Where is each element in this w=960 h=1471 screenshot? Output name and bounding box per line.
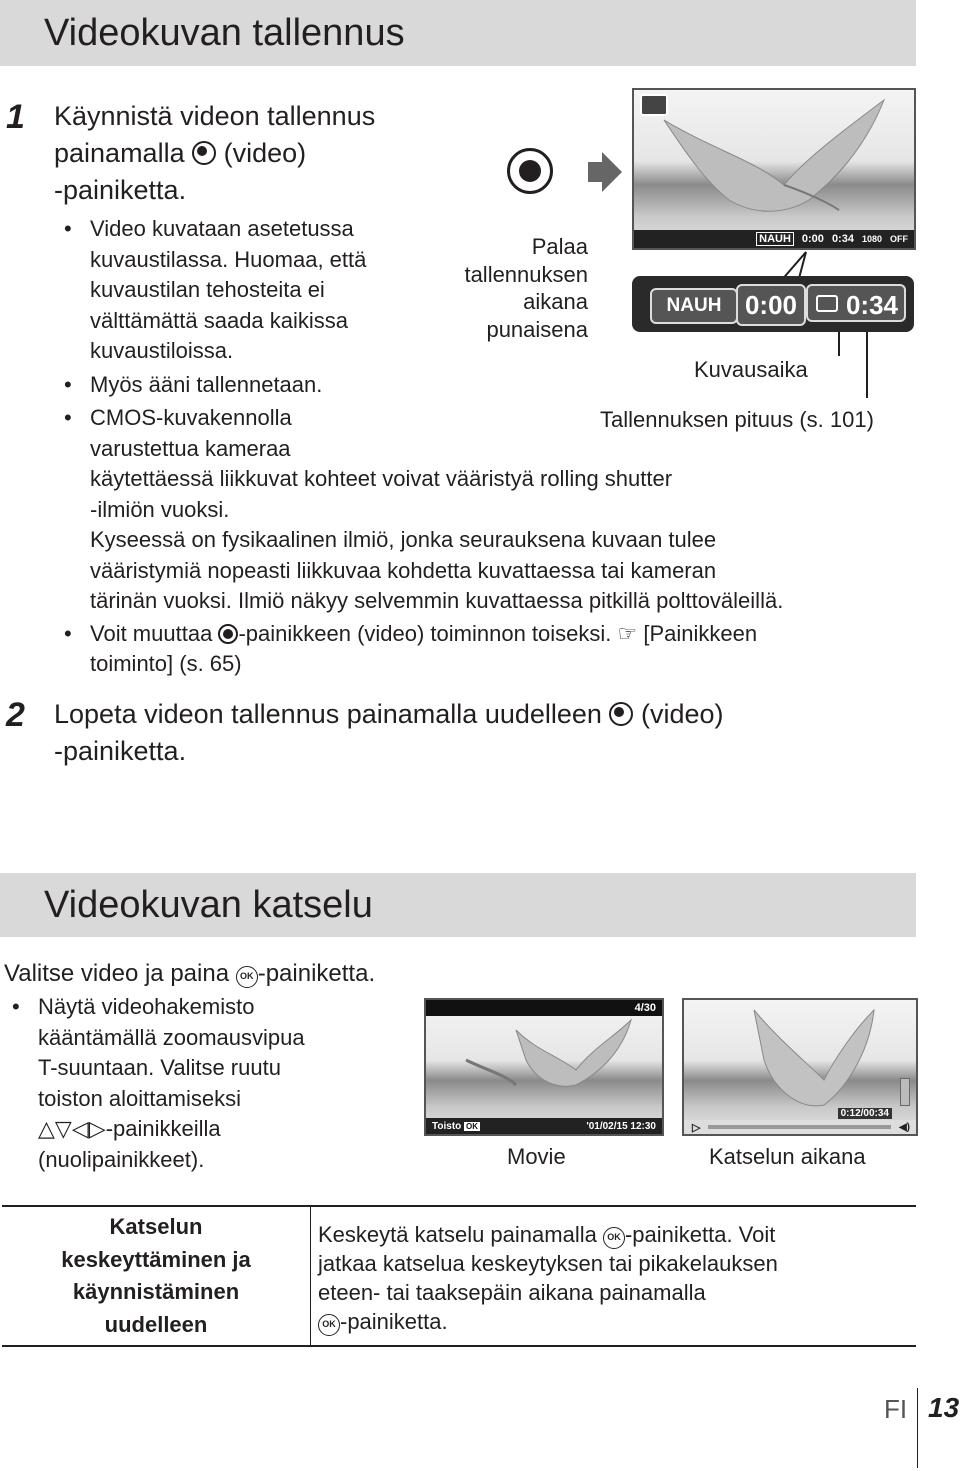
- leader-line: [838, 332, 840, 356]
- ok-button-icon: OK: [603, 1227, 625, 1249]
- step-number: 1: [6, 98, 25, 136]
- recording-time-label: Kuvausaika: [694, 357, 808, 382]
- footer-lang: FI: [884, 1394, 908, 1424]
- bullet-item: • Video kuvataan asetetussa kuvaustilassa. Huomaa, että kuvaustilan tehosteita ei välttämättä saada kaikissa kuvaustiloissa.: [64, 216, 367, 363]
- playback-screen: [682, 998, 918, 1136]
- ok-button-icon: OK: [236, 966, 258, 988]
- arrow-right-icon: ▷: [88, 1116, 106, 1141]
- video-button-icon: [218, 624, 238, 644]
- step-instruction: Lopeta videon tallennus painamalla uudelleen (video) -painiketta.: [54, 699, 724, 766]
- video-button-illustration: [507, 148, 553, 194]
- hud-enlarged: [632, 276, 914, 332]
- bullet-list: [12, 992, 412, 1175]
- movie-index-screen: [424, 998, 664, 1136]
- timecode: 0:12/00:34: [838, 1108, 892, 1119]
- volume-bar: [900, 1078, 910, 1106]
- film-strip-top: 4/30: [426, 1000, 662, 1016]
- table-row-description: Keskeytä katselu painamalla OK -painiketta. Voit jatkaa katselua keskeytyksen tai pikakelauksen eteen- tai taaksepäin aikana painamalla OK -painiketta.: [318, 1222, 778, 1334]
- bullet-item: • Myös ääni tallennetaan.: [64, 370, 844, 401]
- movie-mode-icon: [640, 94, 668, 116]
- elapsed-time: 0:00: [736, 284, 806, 326]
- section-header-band: [0, 0, 916, 66]
- ok-badge: OK: [466, 1121, 479, 1131]
- bullet-dot: •: [64, 216, 72, 241]
- bullet-dot: •: [64, 371, 72, 397]
- remaining-time: 0:34: [806, 284, 906, 322]
- section-title: Videokuvan katselu: [44, 884, 373, 926]
- leader-line: [866, 332, 868, 398]
- bullet-dot: •: [64, 620, 72, 646]
- recording-hud: NAUH 0:00 0:34 1080 OFF: [634, 230, 914, 248]
- arrow-right-icon: [588, 152, 622, 197]
- red-light-note: Palaa tallennuksen aikana punaisena: [464, 234, 588, 342]
- recording-length-label: Tallennuksen pituus (s. 101): [600, 407, 874, 432]
- bullet-dot: •: [64, 405, 72, 430]
- arrow-left-icon: ◁: [71, 1116, 89, 1141]
- ok-button-icon: OK: [318, 1314, 340, 1336]
- bullet-item: • Näytä videohakemisto kääntämällä zoomausvipua T-suuntaan. Valitse ruutu toiston aloittamiseksi △▽◁▷-painikkeilla (nuolipainikkeet).: [12, 994, 305, 1172]
- table-bottom-rule: [2, 1345, 916, 1347]
- movie-icon: [816, 295, 838, 312]
- arrow-up-icon: △: [38, 1116, 55, 1141]
- seagull-image: [426, 1000, 662, 1134]
- reference-hand-icon: ☞: [617, 620, 638, 646]
- video-button-icon: [609, 702, 633, 726]
- table-top-rule: [2, 1205, 916, 1207]
- screen-caption: Movie: [507, 1144, 566, 1169]
- section-title: Videokuvan tallennus: [44, 12, 405, 54]
- bullet-item: • Voit muuttaa -painikkeen (video) toiminnon toiseksi. ☞ [Painikkeen toiminto] (s. 65): [64, 620, 758, 676]
- intro-text: Valitse video ja paina OK -painiketta.: [4, 960, 376, 987]
- index-hud: Toisto OK '01/02/15 12:30: [426, 1118, 662, 1134]
- step-number: 2: [6, 696, 25, 734]
- play-icon: ▷: [692, 1121, 701, 1134]
- footer-divider: [917, 1388, 918, 1468]
- step-instruction: Käynnistä videon tallennus painamalla (video) -painiketta.: [54, 101, 376, 205]
- table-row-header: Katselun keskeyttäminen ja käynnistäminen uudelleen: [61, 1214, 251, 1337]
- section-header-band: [0, 873, 916, 937]
- arrow-down-icon: ▽: [54, 1116, 72, 1141]
- playback-hud: [684, 1120, 916, 1134]
- table-divider: [310, 1207, 311, 1345]
- bullet-item: • CMOS-kuvakennolla varustettua kameraa käytettäessä liikkuvat kohteet voivat vääristyä rolling shutter -ilmiön vuoksi. Kyseessä on fysikaalinen ilmiö, jonka seurauksena kuvaan tulee vääristymiä nopeasti liikkuvaa kohdetta kuvattaessa tai kameran tärinän vuoksi. Ilmiö näkyy selvemmin kuvattaessa pitkillä polttoväleillä.: [64, 405, 784, 613]
- recording-screen: [632, 88, 916, 250]
- speaker-icon: ◀): [898, 1121, 910, 1133]
- screen-caption: Katselun aikana: [709, 1144, 866, 1169]
- seagull-image: [634, 90, 914, 248]
- rec-indicator: NAUH: [650, 288, 738, 324]
- video-button-icon: [192, 141, 216, 165]
- progress-bar: [708, 1125, 891, 1129]
- bullet-dot: •: [12, 994, 20, 1019]
- page-number: 13: [928, 1392, 960, 1423]
